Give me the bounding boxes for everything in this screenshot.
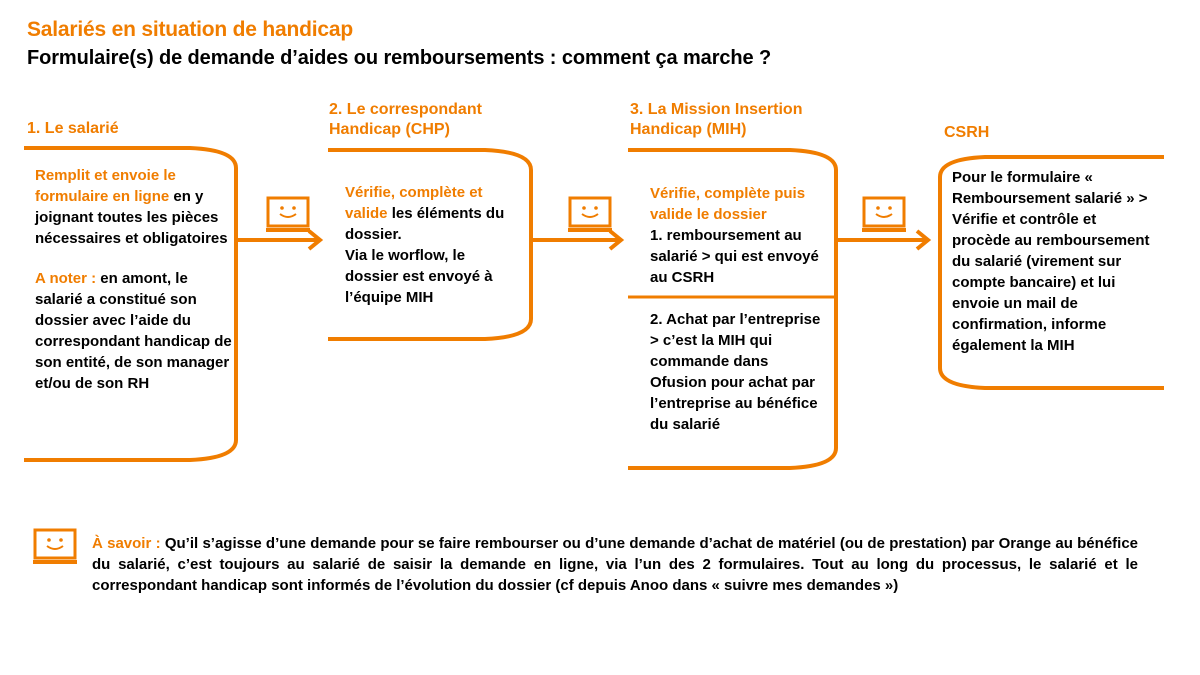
step-2-title-line1: 2. Le correspondant — [329, 101, 482, 118]
laptop-smiley-icon — [266, 198, 310, 232]
footer-note — [92, 533, 1138, 596]
step-3-option-2: 2. Achat par l’entreprise > c’est la MIH qui commande dans Ofusion pour achat par l’entreprise au bénéfice du salarié — [650, 311, 821, 433]
page-subtitle: Formulaire(s) de demande d’aides ou remboursements : comment ça marche ? — [27, 47, 772, 69]
step-4-title: CSRH — [944, 124, 990, 141]
step-2-lead: Vérifie, complète et valide — [345, 184, 483, 222]
step-3-body — [650, 183, 832, 288]
step-2-rest: les éléments du dossier. — [345, 205, 505, 243]
step-2-title-line2: Handicap (CHP) — [329, 121, 450, 138]
step-3-title — [630, 100, 802, 140]
arrow-right-icon — [531, 231, 621, 249]
step-3-title-line1: 3. La Mission Insertion — [630, 101, 803, 118]
arrow-right-icon — [236, 231, 320, 249]
step-3-lead: Vérifie, complète puis valide le dossier — [650, 185, 806, 223]
arrow-right-icon — [836, 231, 928, 249]
footer-label: À savoir : — [92, 535, 161, 552]
step-3-title-line2: Handicap (MIH) — [630, 121, 747, 138]
page-title: Salariés en situation de handicap — [27, 18, 353, 41]
step-1-title: 1. Le salarié — [27, 120, 119, 137]
step-1-lead: Remplit et envoie le formulaire en ligne — [35, 167, 176, 205]
step-3-option-1: 1. remboursement au salarié > qui est envoyé au CSRH — [650, 227, 819, 286]
laptop-smiley-icon — [862, 198, 906, 232]
footer-text: Qu’il s’agisse d’une demande pour se faire rembourser ou d’une demande d’achat de matériel (ou de prestation) par Orange au bénéfice du salarié, c’est toujours au salarié de saisir la demande en ligne, via l’un des 2 formulaires. Tout au long du processus, le salarié et le correspondant handicap sont informés de l’évolution du dossier (cf depuis Anoo dans « suivre mes demandes ») — [92, 535, 1139, 594]
step-1-note-text: en amont, le salarié a constitué son dossier avec l’aide du correspondant handicap de son entité, de son manager et/ou de son RH — [35, 270, 232, 392]
step-1-note-label: A noter : — [35, 270, 97, 287]
step-2-body — [345, 182, 515, 308]
step-2-extra: Via le worflow, le dossier est envoyé à l’équipe MIH — [345, 247, 493, 306]
step-1-rest: en y joignant toutes les pièces nécessaires et obligatoires — [35, 188, 228, 247]
laptop-smiley-icon — [33, 530, 77, 564]
step-2-title — [329, 100, 482, 140]
step-4-body: Pour le formulaire « Remboursement salarié » > Vérifie et contrôle et procède au remboursement du salarié (virement sur compte bancaire) et lui envoie un mail de confirmation, informe également la MIH — [952, 169, 1150, 354]
laptop-smiley-icon — [568, 198, 612, 232]
step-1-body — [35, 165, 235, 394]
